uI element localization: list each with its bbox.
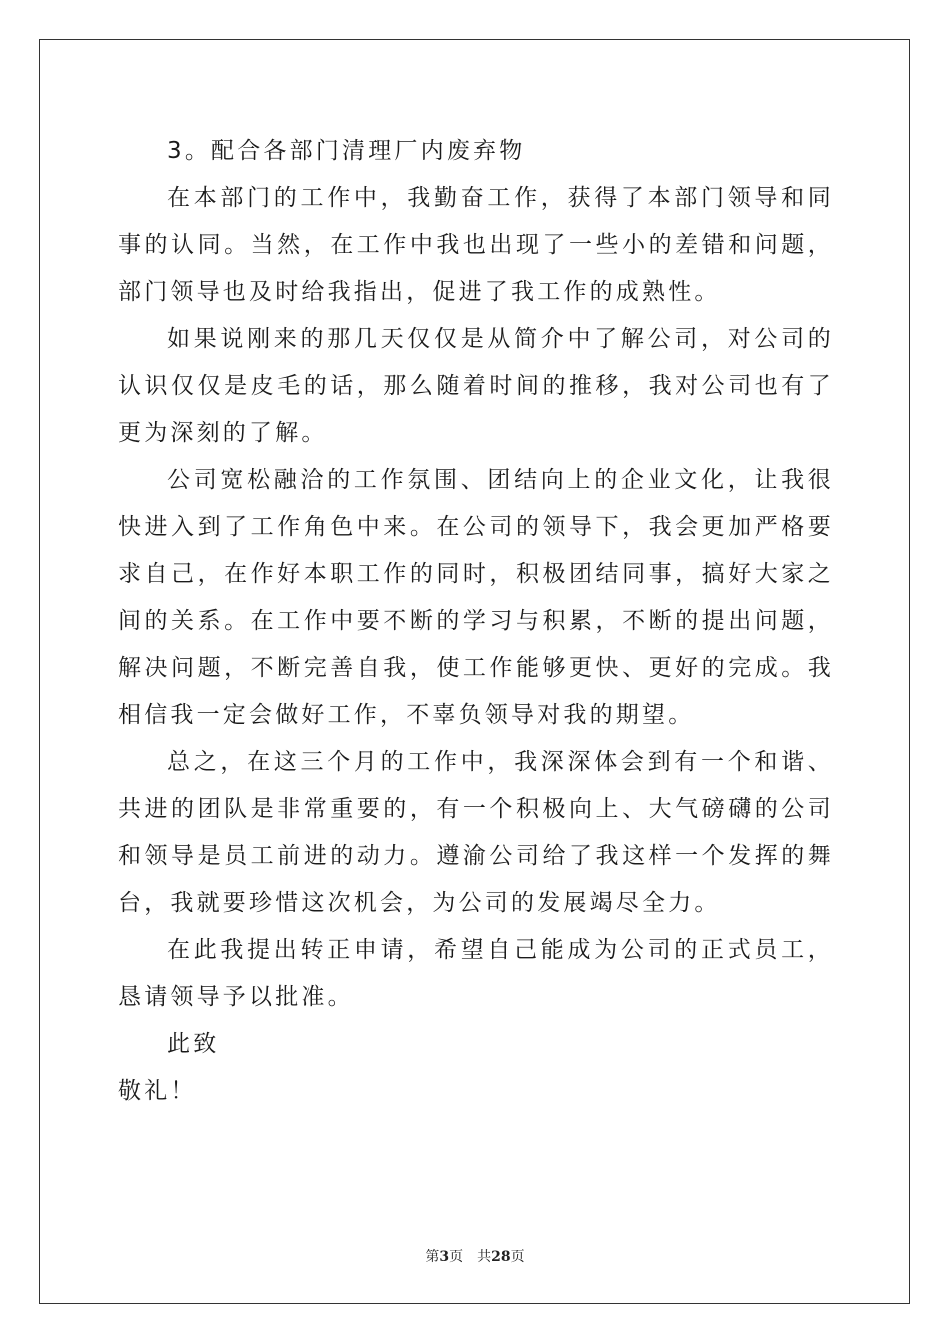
document-body (118, 128, 834, 1115)
total-unit: 页 (510, 1249, 525, 1265)
total-pages: 28 (491, 1249, 511, 1265)
paragraph-company-understanding: 如果说刚来的那几天仅仅是从简介中了解公司，对公司的认识仅仅是皮毛的话，那么随着时间的推移，我对公司也有了更为深刻的了解。 (118, 326, 834, 446)
paragraph-work-recognition: 在本部门的工作中，我勤奋工作，获得了本部门领导和同事的认同。当然，在工作中我也出现了一些小的差错和问题，部门领导也及时给我指出，促进了我工作的成熟性。 (118, 185, 834, 305)
page-prefix: 第 (425, 1249, 440, 1265)
paragraph-item-1: 3。配合各部门清理厂内废弃物 (167, 138, 526, 164)
paragraph-summary: 总之，在这三个月的工作中，我深深体会到有一个和谐、共进的团队是非常重要的，有一个积极向上、大气磅礴的公司和领导是员工前进的动力。遵渝公司给了我这样一个发挥的舞台，我就要珍惜这次机会，为公司的发展竭尽全力。 (118, 749, 834, 916)
page-footer (0, 1246, 950, 1266)
page-number: 3 (439, 1249, 450, 1265)
paragraph-company-culture: 公司宽松融洽的工作氛围、团结向上的企业文化，让我很快进入到了工作角色中来。在公司的领导下，我会更加严格要求自己，在作好本职工作的同时，积极团结同事，搞好大家之间的关系。在工作中要不断的学习与积累，不断的提出问题，解决问题，不断完善自我，使工作能够更快、更好的完成。我相信我一定会做好工作，不辜负领导对我的期望。 (118, 467, 834, 728)
page-unit: 页 (449, 1249, 464, 1265)
closing-respect: 敬礼！ (118, 1078, 197, 1104)
total-prefix: 共 (477, 1249, 492, 1265)
closing-salutation: 此致 (167, 1031, 220, 1057)
paragraph-application: 在此我提出转正申请，希望自己能成为公司的正式员工，恳请领导予以批准。 (118, 937, 834, 1010)
